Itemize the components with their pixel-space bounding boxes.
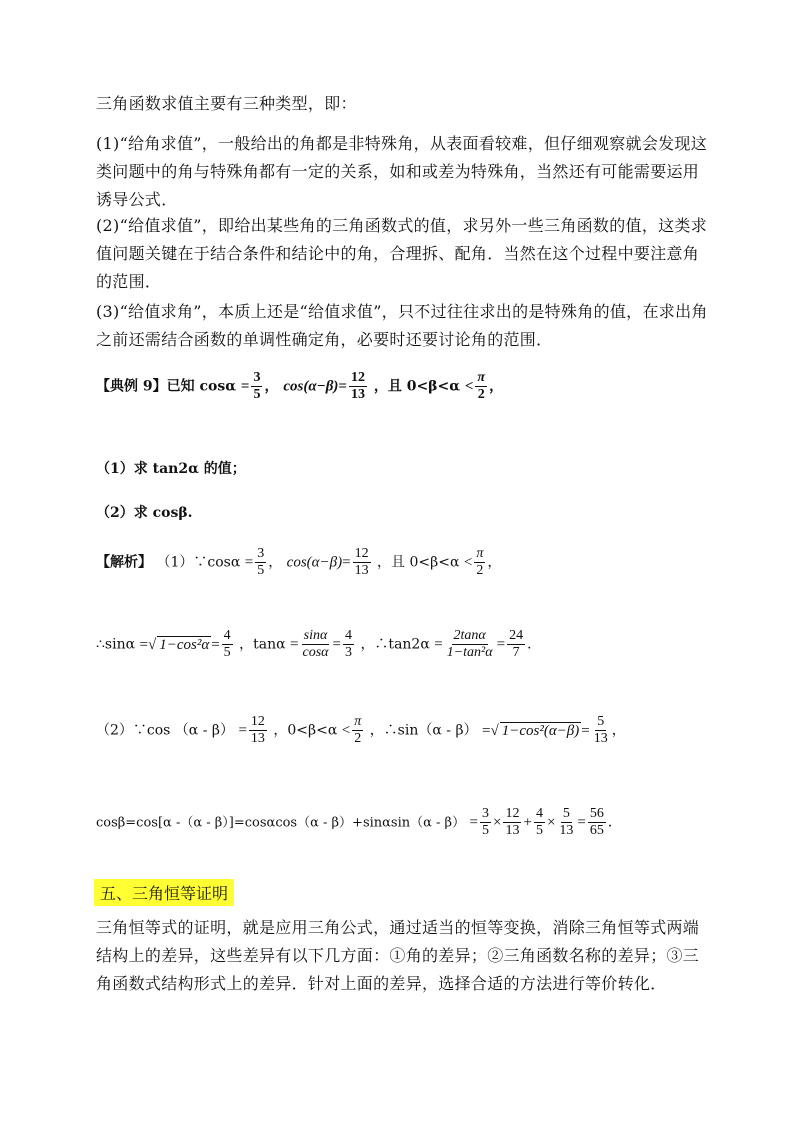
cos-expression: cos(α−β) [286,554,343,571]
solution-text: （2）∵cos （α - β） [96,722,234,739]
cos-expression: cos(α−β) [283,378,339,395]
fraction: $\frac{\sin\alpha}{\cos\alpha}$ [302,628,329,660]
intro-line: 三角函数求值主要有三种类型，即： [96,94,357,113]
solution-text: ，∴sin（α - β） [369,722,478,739]
solution-text: ，tanα [239,636,286,653]
solution-line-3: （2）∵cos （α - β） = $\frac{12}{13}$ ，0<β<α < $\frac{\pi}{2}$ ，∴sin（α - β） =√ 1−cos²(α−β) = $\frac{5}{13}$ ， [96,714,626,746]
fraction: $\frac{\pi}{2}$ [354,714,362,746]
type-1-paragraph: (1)“给角求值”，一般给出的角都是非特殊角，从表面看较难，但仔细观察就会发现这类问题中的角与特殊角都有一定的关系，如和或差为特殊角，当然还有可能需要运用诱导公式． [96,134,708,209]
fraction: $\frac{24}{7}$ [509,628,524,660]
section-heading: 五、三角恒等证明 [94,879,234,906]
solution-line-2: ∴sinα =√ 1−cos²α = $\frac{4}{5}$ ，tanα = $\frac{\sin\alpha}{\cos\alpha}$ = $\frac{4}{3}$ ，∴tan2α = $\frac{2\tan\alpha}{\text{1−tan²α}}$ = $\frac{24}{7}$ ． [96,628,542,660]
solution-line-4: cosβ=cos[α -（α - β）]=cosαcos（α - β）+sinαsin（α - β） = $\frac{3}{5}$ × $\frac{12}{13}$ + $\frac{4}{5}$ × $\frac{5}{13}$ = $\frac{56}{65}$ ． [96,806,622,838]
solution-text: ，∴tan2α [360,636,430,653]
type-2-paragraph: (2)“给值求值”，即给出某些角的三角函数式的值，求另外一些三角函数的值，这类求值问题关键在于结合条件和结论中的角，合理拆、配角．当然在这个过程中要注意角的范围． [96,216,708,291]
solution-label: 【解析】 [96,554,152,571]
section-body: 三角恒等式的证明，就是应用三角公式，通过适当的恒等变换，消除三角恒等式两端结构上的差异，这些差异有以下几方面：①角的差异；②三角函数名称的差异；③三角函数式结构形式上的差异．针对上面的差异，选择合适的方法进行等价转化． [96,918,700,993]
example-label: 【典例 9】已知 cosα [96,378,237,395]
fraction: $\frac{4}{3}$ [344,628,352,660]
fraction: $\frac{\pi}{2}$ [476,546,484,578]
fraction: $\frac{3}{5}$ [482,806,489,838]
solution-text: ，且 0<β<α [377,554,460,571]
fraction: $\frac{12}{13}$ [354,546,369,578]
solution-text: ∴sinα [96,636,136,653]
fraction: $\frac{5}{13}$ [559,806,574,838]
fraction: $\frac{\pi}{2}$ [477,370,486,402]
question-2: （2）求 cosβ. [96,505,193,521]
fraction: $\frac{3}{5}$ [253,370,261,402]
solution-line-1: 【解析】 （1）∵cosα = $\frac{3}{5}$ ， cos(α−β)= $\frac{12}{13}$ ，且 0<β<α < $\frac{\pi}{2}$ ， [96,546,502,578]
question-1: （1）求 tan2α 的值； [96,461,246,477]
fraction: $\frac{4}{5}$ [535,806,543,838]
fraction: $\frac{2\tan\alpha}{\text{1−tan²α}}$ [446,628,493,660]
example-statement: 【典例 9】已知 cosα = $\frac{3}{5}$ ， cos(α−β)= $\frac{12}{13}$ ，且 0<β<α < $\frac{\pi}{2}$ ， [96,370,504,402]
fraction: $\frac{56}{65}$ [589,806,604,838]
fraction: $\frac{12}{13}$ [505,806,520,838]
fraction: $\frac{3}{5}$ [257,546,265,578]
condition: ，且 0<β<α [373,378,460,395]
solution-text: cosβ=cos[α -（α - β）]=cosαcos（α - β）+sinαsin（α - β） [96,815,466,831]
fraction: $\frac{5}{13}$ [593,714,608,746]
fraction: $\frac{12}{13}$ [250,714,265,746]
fraction: $\frac{12}{13}$ [350,370,365,402]
solution-text: （1）∵cosα [156,554,241,571]
fraction: $\frac{4}{5}$ [223,628,231,660]
type-3-paragraph: (3)“给值求角”，本质上还是“给值求值”，只不过往往求出的是特殊角的值，在求出角之前还需结合函数的单调性确定角，必要时还要讨论角的范围． [96,302,708,349]
solution-text: ，0<β<α [273,722,338,739]
